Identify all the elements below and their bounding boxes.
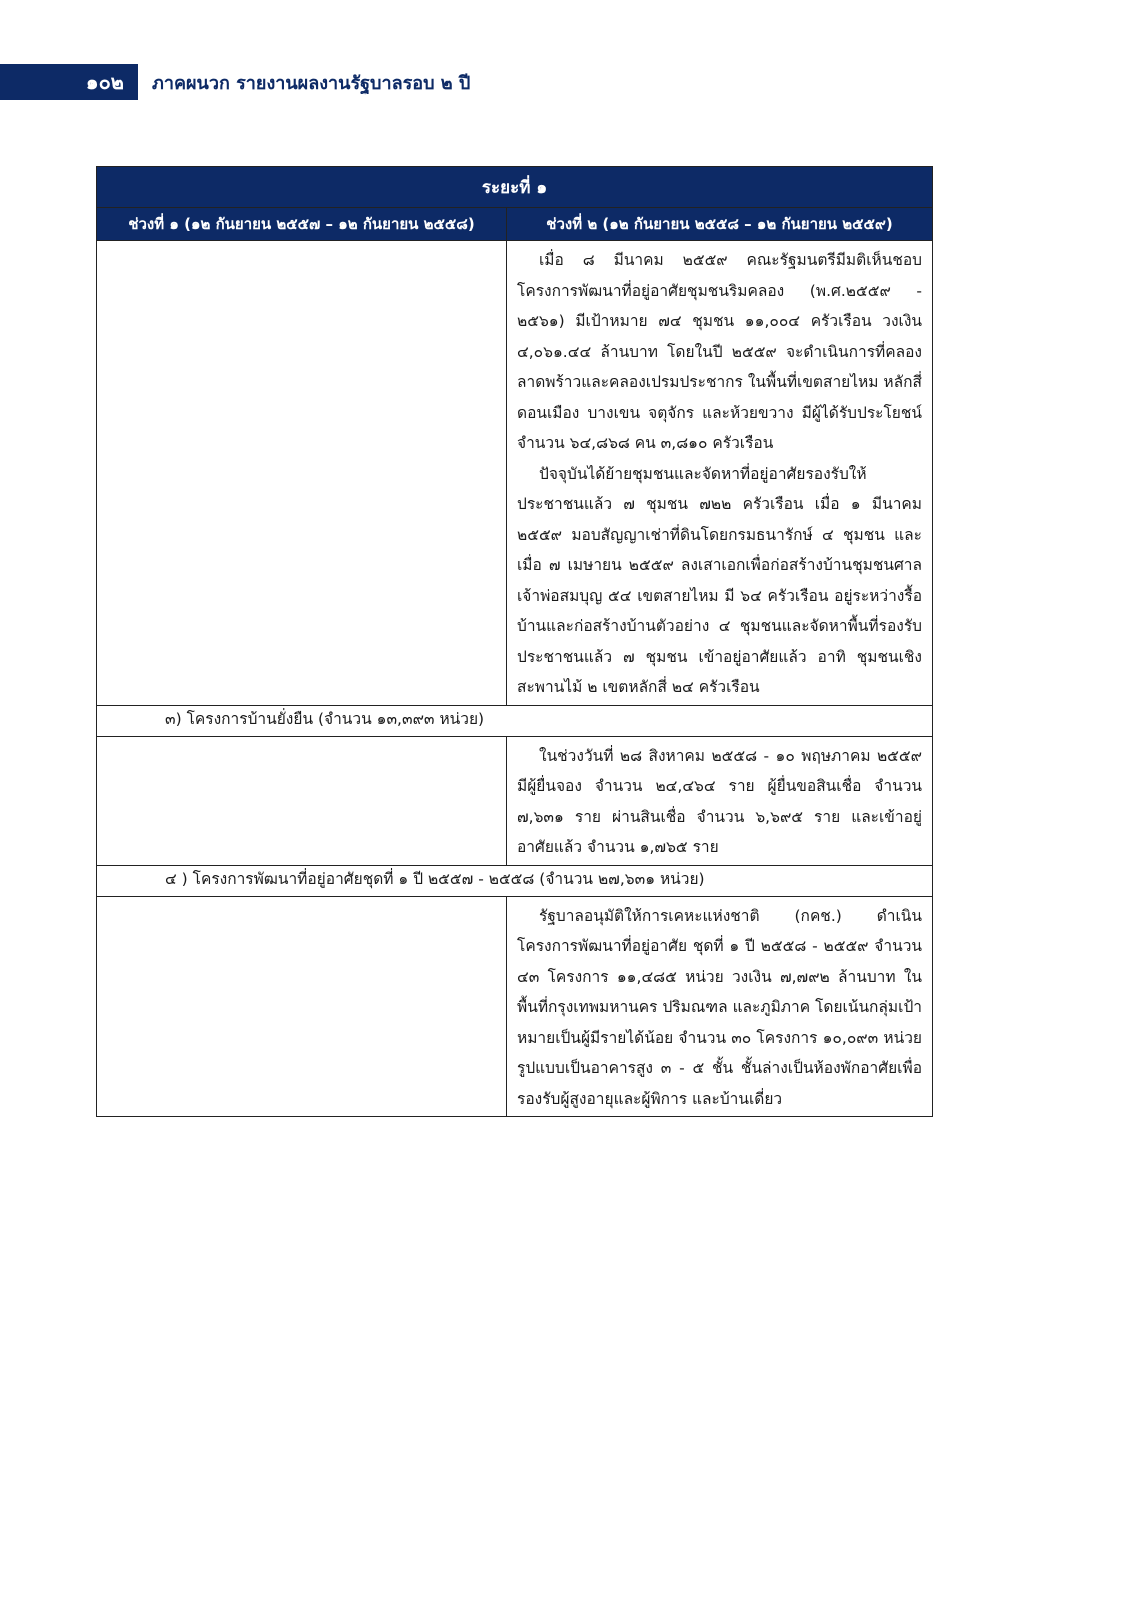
section-3-period-2-cell [507, 736, 933, 865]
canal-progress-paragraph: ปัจจุบันได้ย้ายชุมชนและจัดหาที่อยู่อาศัยรองรับให้ประชาชนแล้ว ๗ ชุมชน ๗๒๒ ครัวเรือน เมื่อ ๑ มีนาคม ๒๕๕๙ มอบสัญญาเช่าที่ดินโดยกรมธนารักษ์ ๔ ชุมชน และเมื่อ ๗ เมษายน ๒๕๕๙ ลงเสาเอกเพื่อก่อสร้างบ้านชุมชนศาลเจ้าพ่อสมบุญ ๕๔ เขตสายไหม มี ๖๔ ครัวเรือน อยู่ระหว่างรื้อบ้านและก่อสร้างบ้านตัวอย่าง ๔ ชุมชนและจัดหาพื้นที่รองรับประชาชนแล้ว ๗ ชุมชน เข้าอยู่อาศัยแล้ว อาทิ ชุมชนเชิงสะพานไม้ ๒ เขตหลักสี่ ๒๔ ครัวเรือน [517, 464, 922, 696]
housing-development-paragraph: รัฐบาลอนุมัติให้การเคหะแห่งชาติ (กคช.) ดำเนินโครงการพัฒนาที่อยู่อาศัย ชุดที่ ๑ ปี ๒๕๕๘ - ๒๕๕๙ จำนวน ๔๓ โครงการ ๑๑,๔๘๕ หน่วย วงเงิน ๗,๗๙๒ ล้านบาท ในพื้นที่กรุงเทพมหานคร ปริมณฑล และภูมิภาค โดยเน้นกลุ่มเป้าหมายเป็นผู้มีรายได้น้อย จำนวน ๓๐ โครงการ ๑๐,๐๙๓ หน่วย รูปแบบเป็นอาคารสูง ๓ - ๕ ชั้น ชั้นล่างเป็นห้องพักอาศัยเพื่อรองรับผู้สูงอายุและผู้พิการ และบ้านเดี่ยว [517, 906, 922, 1108]
period-1-cell [97, 241, 507, 706]
page-number: ๑๐๒ [85, 70, 124, 94]
sustainable-housing-paragraph: ในช่วงวันที่ ๒๘ สิงหาคม ๒๕๕๘ - ๑๐ พฤษภาคม ๒๕๕๙ มีผู้ยื่นจอง จำนวน ๒๔,๔๖๔ ราย ผู้ยื่นขอสินเชื่อ จำนวน ๗,๖๓๑ ราย ผ่านสินเชื่อ จำนวน ๖,๖๙๕ ราย และเข้าอยู่อาศัยแล้ว จำนวน ๑,๗๖๕ ราย [517, 746, 922, 856]
column-header-period-1: ช่วงที่ ๑ (๑๒ กันยายน ๒๕๕๗ – ๑๒ กันยายน ๒๕๕๘) [97, 208, 507, 241]
phase-title: ระยะที่ ๑ [97, 167, 933, 208]
section-3-label: ๓) โครงการบ้านยั่งยืน (จำนวน ๑๓,๓๙๓ หน่วย) [97, 705, 933, 736]
canal-project-paragraph: เมื่อ ๘ มีนาคม ๒๕๕๙ คณะรัฐมนตรีมีมติเห็นชอบโครงการพัฒนาที่อยู่อาศัยชุมชนริมคลอง (พ.ศ.๒๕๕๙ - ๒๕๖๑) มีเป้าหมาย ๗๔ ชุมชน ๑๑,๐๐๔ ครัวเรือน วงเงิน ๔,๐๖๑.๔๔ ล้านบาท โดยในปี ๒๕๕๙ จะดำเนินการที่คลองลาดพร้าวและคลองเปรมประชากร ในพื้นที่เขตสายไหม หลักสี่ ดอนเมือง บางเขน จตุจักร และห้วยขวาง มีผู้ได้รับประโยชน์ จำนวน ๖๔,๘๖๘ คน ๓,๘๑๐ ครัวเรือน [517, 251, 922, 452]
section-4-label: ๔ ) โครงการพัฒนาที่อยู่อาศัยชุดที่ ๑ ปี ๒๕๕๗ - ๒๕๕๘ (จำนวน ๒๗,๖๓๑ หน่วย) [97, 865, 933, 896]
report-table [96, 166, 933, 1117]
section-4-period-2-cell [507, 896, 933, 1117]
column-header-period-2: ช่วงที่ ๒ (๑๒ กันยายน ๒๕๕๘ – ๑๒ กันยายน ๒๕๕๙) [507, 208, 933, 241]
page-number-bar [0, 64, 138, 100]
section-4-period-1-cell [97, 896, 507, 1117]
page-header-title: ภาคผนวก รายงานผลงานรัฐบาลรอบ ๒ ปี [152, 72, 471, 94]
period-2-cell [507, 241, 933, 706]
section-3-period-1-cell [97, 736, 507, 865]
